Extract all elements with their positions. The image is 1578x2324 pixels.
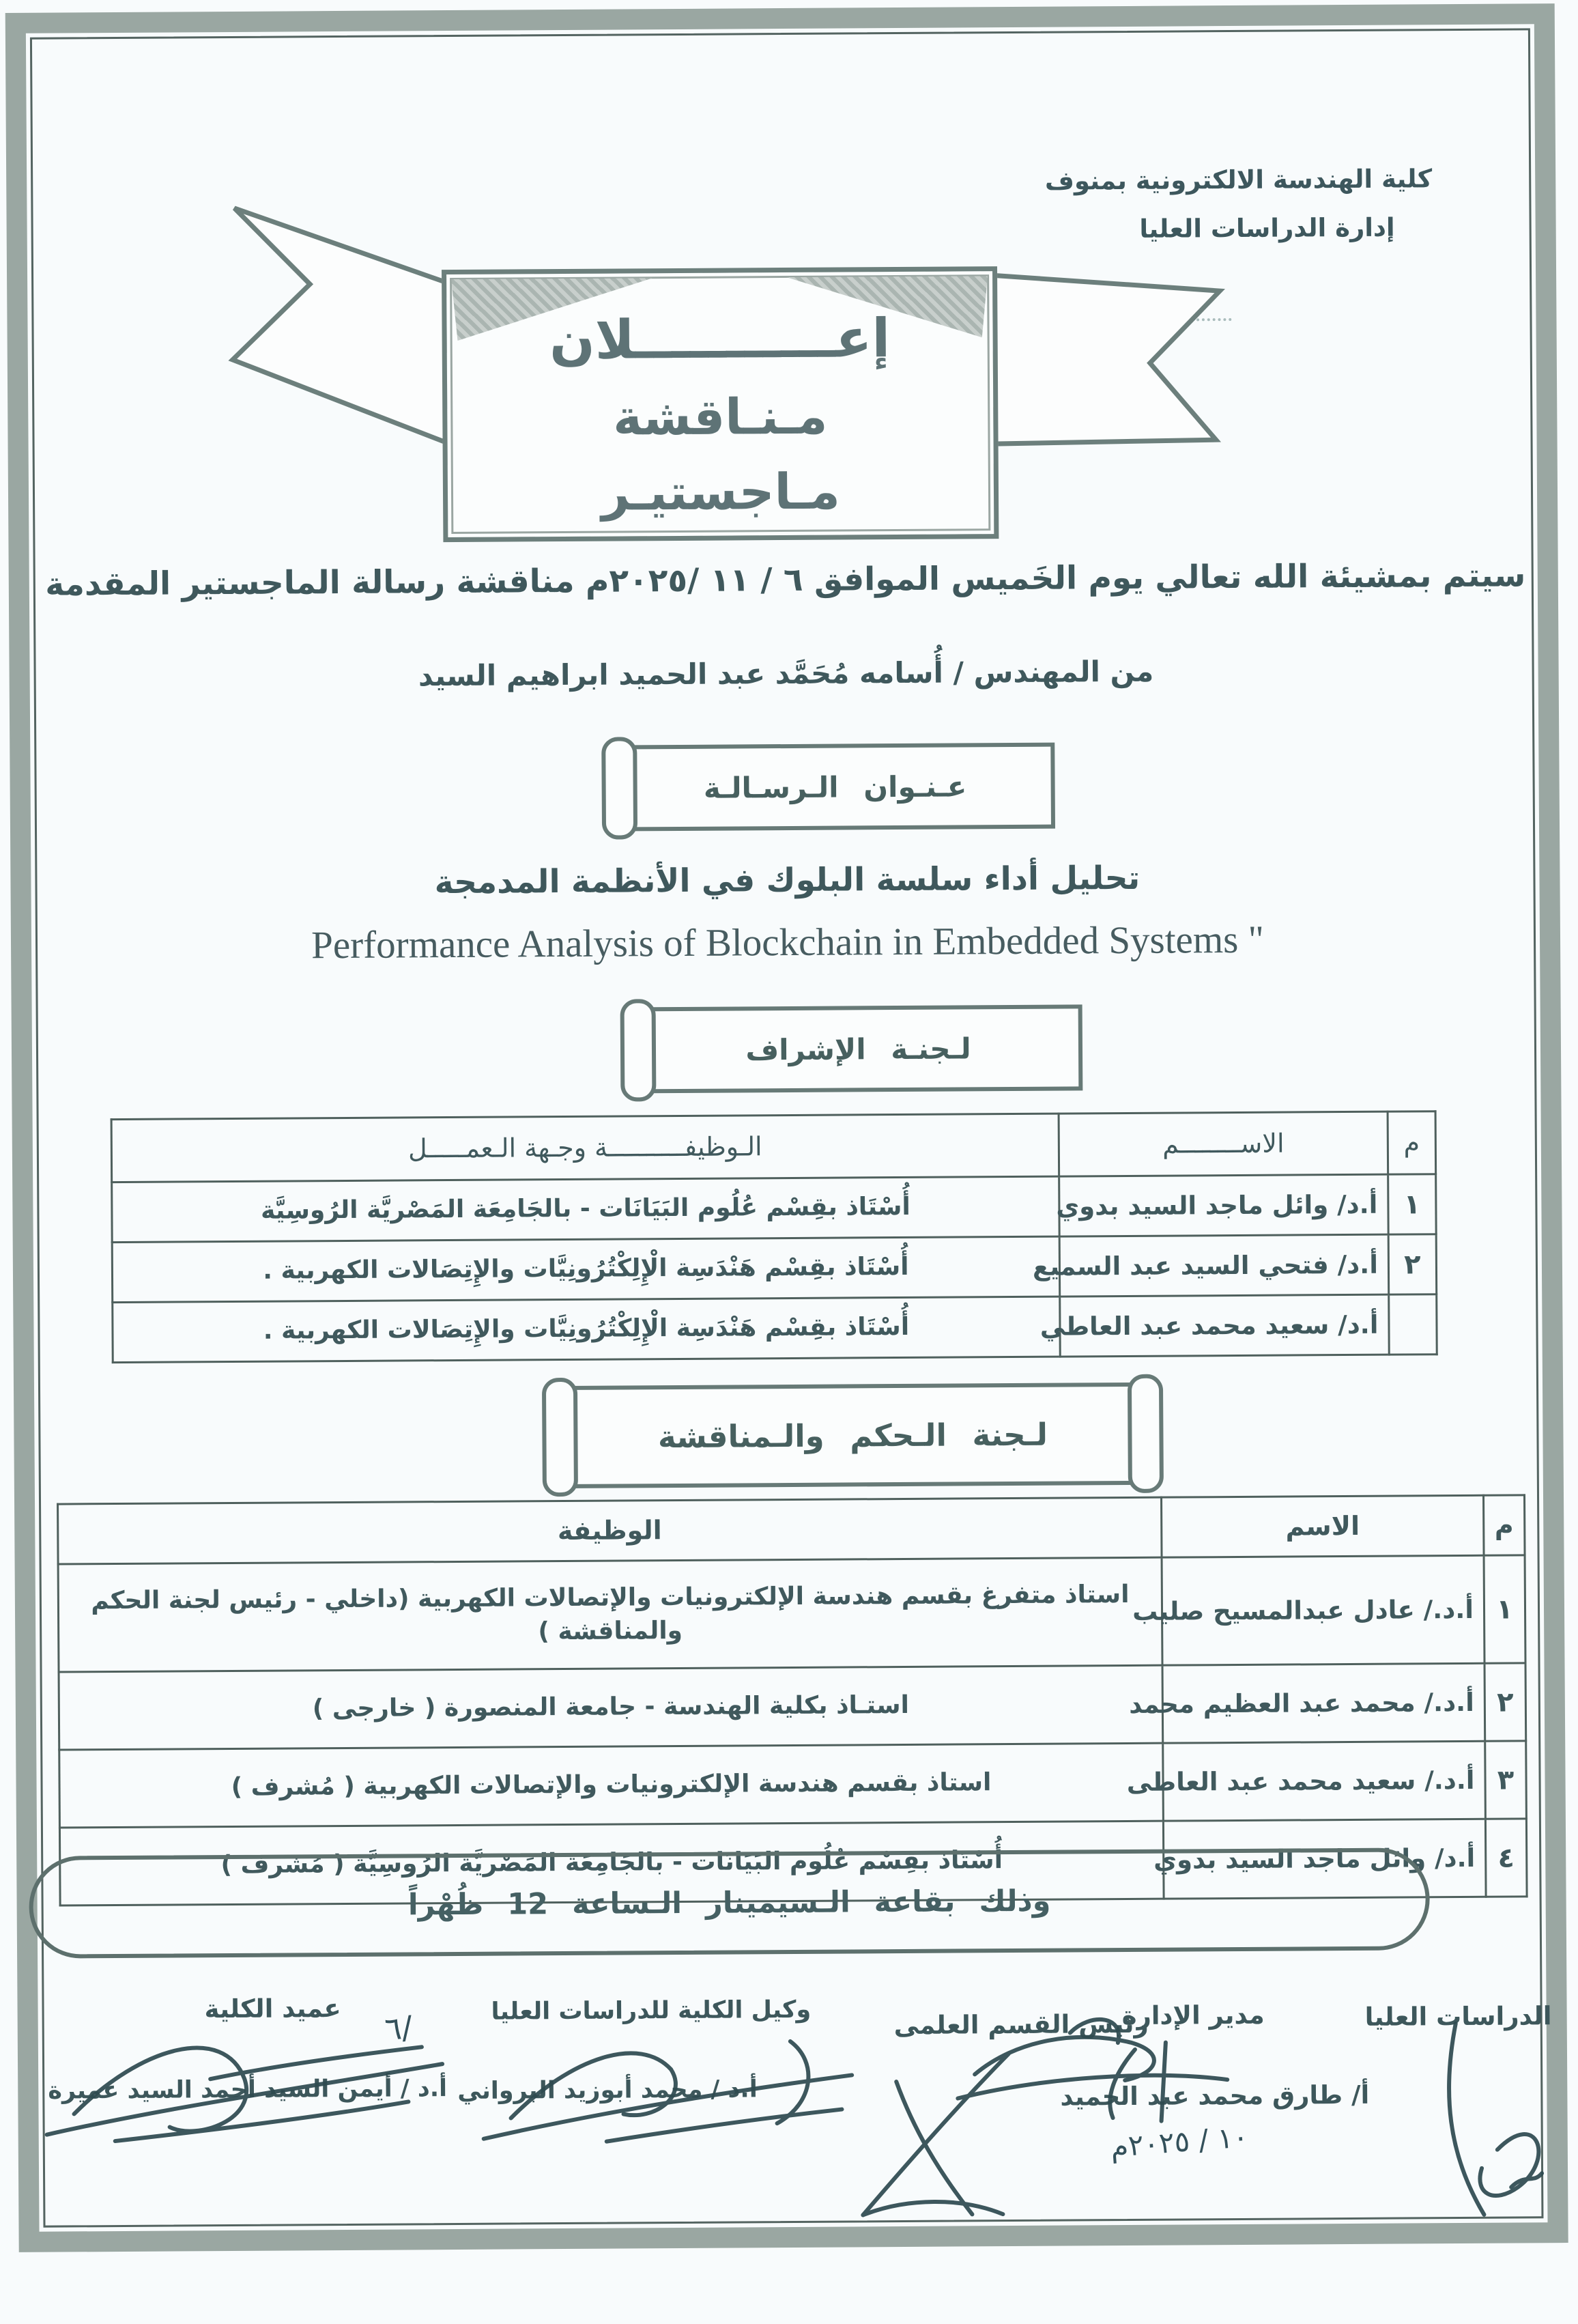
jury-member-name: أ.د./ عادل عبدالمسيح صليب xyxy=(1162,1555,1484,1665)
row-number: ٢ xyxy=(1388,1234,1437,1294)
supervision-banner xyxy=(634,1004,1083,1093)
candidate-line: من المهندس / أُسامه مُحَمَّد عبد الحميد ابراهيم السيد xyxy=(418,654,1154,693)
dean-signature xyxy=(46,2046,443,2141)
row-number: ١ xyxy=(1388,1174,1437,1234)
supervision-banner-label: لـجنـة الإشراف xyxy=(745,1031,971,1066)
ribbon-word-masters: مـاجستيـر xyxy=(601,462,841,522)
faculty-name: كلية الهندسة الالكترونية بمنوف xyxy=(1044,164,1433,196)
jury-member-role: استـاذ بكلية الهندسة - جامعة المنصورة ( خارجى ) xyxy=(59,1665,1163,1750)
jury-banner xyxy=(556,1383,1150,1488)
jury-col-role: الوظيفة xyxy=(58,1497,1162,1564)
dean-label: عميد الكلية xyxy=(204,1994,341,2024)
supervision-col-role: الـوظيفــــــــــة وجـهة الـعمـــــل xyxy=(111,1114,1059,1182)
dean-handwritten-mark: /٦ xyxy=(383,2009,414,2047)
department-name: إدارة الدراسات العليا xyxy=(1139,212,1395,244)
admin-director-name: أ/ طارق محمد عبد الحميد xyxy=(1060,2080,1370,2112)
row-number: ٤ xyxy=(1485,1819,1527,1897)
jury-col-name: الاسم xyxy=(1162,1495,1484,1557)
table-row xyxy=(59,1741,1527,1828)
handwritten-date: ١٠ / ٢٠٢٥م xyxy=(1109,2119,1250,2164)
jury-member-role: استاذ متفرغ بقسم هندسة الإلكترونيات والإتصالات الكهربية (داخلي - رئيس لجنة الحكم والمناقشة ) xyxy=(58,1557,1162,1672)
table-row xyxy=(113,1294,1437,1363)
banner-scroll-tube xyxy=(1128,1374,1164,1493)
supervisor-role: أُسْتَاذ بقِسْم عُلُوم البَيَانَات - بالجَامِعَة المَصْريَّة الرُوسِيَّة xyxy=(112,1176,1060,1242)
supervision-table xyxy=(111,1110,1438,1363)
vice-dean-signature xyxy=(483,2041,852,2142)
supervisor-role: أُسْتَاذ بقِسْم هَنْدَسِة الْإِلِكْتُرُونِيَّات والإِتِصَالات الكهربية . xyxy=(113,1296,1061,1362)
jury-member-name: أ.د./ سعيد محمد عبد العاطى xyxy=(1163,1741,1486,1821)
vice-dean-name: أ.د / محمد أبوزيد البرواني xyxy=(457,2075,758,2105)
banner-scroll-tube xyxy=(620,999,657,1101)
venue-oval xyxy=(29,1847,1430,1959)
row-number: ٢ xyxy=(1484,1663,1526,1741)
table-row xyxy=(112,1234,1437,1303)
admin-director-label: مدير الإدارة xyxy=(1121,2000,1265,2031)
banner-scroll-tube xyxy=(542,1378,578,1497)
jury-member-name: أ.د./ محمد عبد العظيم محمد xyxy=(1162,1663,1485,1743)
jury-member-role: استاذ بقسم هندسة الإلكترونيات والإتصالات الكهربية ( مُشرف ) xyxy=(59,1743,1164,1828)
supervision-col-name: الاســــــــم xyxy=(1059,1111,1388,1176)
jury-member-role: أُسْتَاذ بقِسْم عُلُوم البَيَانَات - بالجَامِعَة المَصْريَّة الرُوسِيَّة ( مُشرف ) xyxy=(59,1821,1164,1905)
supervision-col-num: م xyxy=(1388,1111,1436,1174)
jury-table xyxy=(57,1494,1528,1906)
thesis-title-english: Performance Analysis of Blockchain in Embedded Systems " xyxy=(311,918,1265,967)
ribbon-right-tail xyxy=(991,274,1221,444)
intro-line: سيتم بمشيئة الله تعالي يوم الخَميس الموافق ٦ / ١١ /٢٠٢٥م مناقشة رسالة الماجستير المقدمة xyxy=(45,556,1526,604)
table-row xyxy=(59,1663,1526,1750)
table-row xyxy=(58,1555,1525,1672)
venue-line: وذلك بقاعة الـسيمينار الـساعة 12 ظُهْراً xyxy=(407,1884,1051,1923)
ribbon-word-defense: مـنـاقشة xyxy=(612,387,828,447)
row-number: ٣ xyxy=(1485,1741,1527,1819)
dept-head-signature xyxy=(862,2019,1229,2215)
ribbon-left-tail xyxy=(231,207,446,444)
supervisor-name: أ.د/ سعيد محمد عبد العاطي xyxy=(1060,1294,1390,1357)
table-row xyxy=(112,1174,1437,1243)
ribbon-word-announcement: إعـــــــــــلان xyxy=(549,307,891,371)
row-number xyxy=(1389,1294,1437,1355)
supervisor-name: أ.د/ فتحي السيد عبد السميع xyxy=(1059,1234,1389,1296)
thesis-title-banner-label: عـنـوان الـرسـالـة xyxy=(703,769,967,805)
signatures-graphic xyxy=(5,1975,1578,2299)
thesis-title-banner xyxy=(615,743,1055,832)
row-number: ١ xyxy=(1484,1555,1525,1663)
jury-col-num: م xyxy=(1484,1495,1525,1555)
dean-name: أ.د / أيمن السيد أحمد السيد عميرة xyxy=(48,2075,448,2105)
announcement-ribbon-text xyxy=(446,271,994,537)
jury-member-name: أ.د/ وائل ماجد السيد بدوي xyxy=(1163,1819,1486,1899)
announcement-ribbon xyxy=(442,266,999,542)
grad-studies-signature xyxy=(1448,2023,1542,2215)
banner-scroll-tube xyxy=(601,737,637,839)
jury-banner-label: لـجنة الـحكم والـمناقشة xyxy=(657,1416,1048,1455)
thesis-title-arabic: تحليل أداء سلسة البلوك في الأنظمة المدمجة xyxy=(434,859,1141,902)
supervisor-name: أ.د/ وائل ماجد السيد بدوي xyxy=(1059,1174,1389,1236)
supervisor-role: أُسْتَاذ بقِسْم هَنْدَسِة الْإِلِكْتُرُونِيَّات والإِتِصَالات الكهربية . xyxy=(112,1236,1060,1302)
vice-dean-label: وكيل الكلية للدراسات العليا xyxy=(491,1996,812,2026)
dept-head-label: رئيس القسم العلمى xyxy=(893,2009,1149,2041)
grad-studies-label: الدراسات العليا xyxy=(1364,2001,1552,2032)
